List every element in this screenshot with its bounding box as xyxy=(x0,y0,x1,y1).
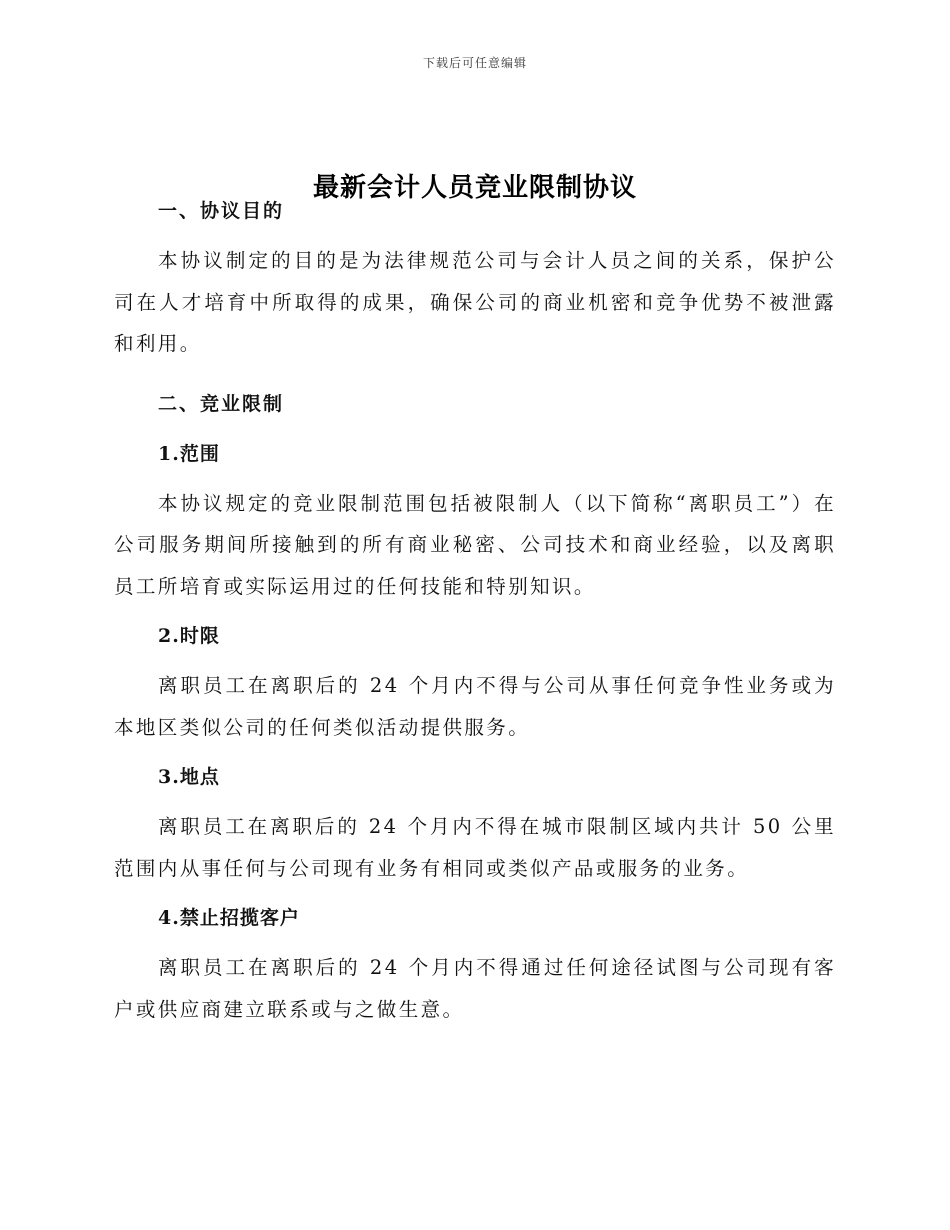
paragraph-purpose: 本协议制定的目的是为法律规范公司与会计人员之间的关系，保护公司在人才培育中所取得的成果，确保公司的商业机密和竞争优势不被泄露和利用。 xyxy=(114,249,836,355)
paragraph-solicitation: 离职员工在离职后的 24 个月内不得通过任何途径试图与公司现有客户或供应商建立联系或与之做生意。 xyxy=(114,956,836,1021)
section-heading-restriction: 二、竞业限制 xyxy=(158,392,285,415)
header-note: 下载后可任意编辑 xyxy=(422,56,527,70)
paragraph-location: 离职员工在离职后的 24 个月内不得在城市限制区域内共计 50 公里范围内从事任何与公司现有业务有相同或类似产品或服务的业务。 xyxy=(114,815,836,880)
subheading-scope: 1.范围 xyxy=(158,442,220,465)
section-heading-purpose: 一、协议目的 xyxy=(158,200,285,222)
document-title: 最新会计人员竞业限制协议 xyxy=(312,173,637,204)
subheading-solicitation: 4.禁止招揽客户 xyxy=(158,907,300,929)
subheading-location: 3.地点 xyxy=(158,766,220,788)
paragraph-scope: 本协议规定的竞业限制范围包括被限制人（以下简称“离职员工”）在公司服务期间所接触到的所有商业秘密、公司技术和商业经验，以及离职员工所培育或实际运用过的任何技能和特别知识。 xyxy=(114,491,836,598)
paragraph-duration: 离职员工在离职后的 24 个月内不得与公司从事任何竞争性业务或为本地区类似公司的任何类似活动提供服务。 xyxy=(114,674,836,739)
document-body xyxy=(114,196,836,1030)
subheading-duration: 2.时限 xyxy=(158,625,220,647)
